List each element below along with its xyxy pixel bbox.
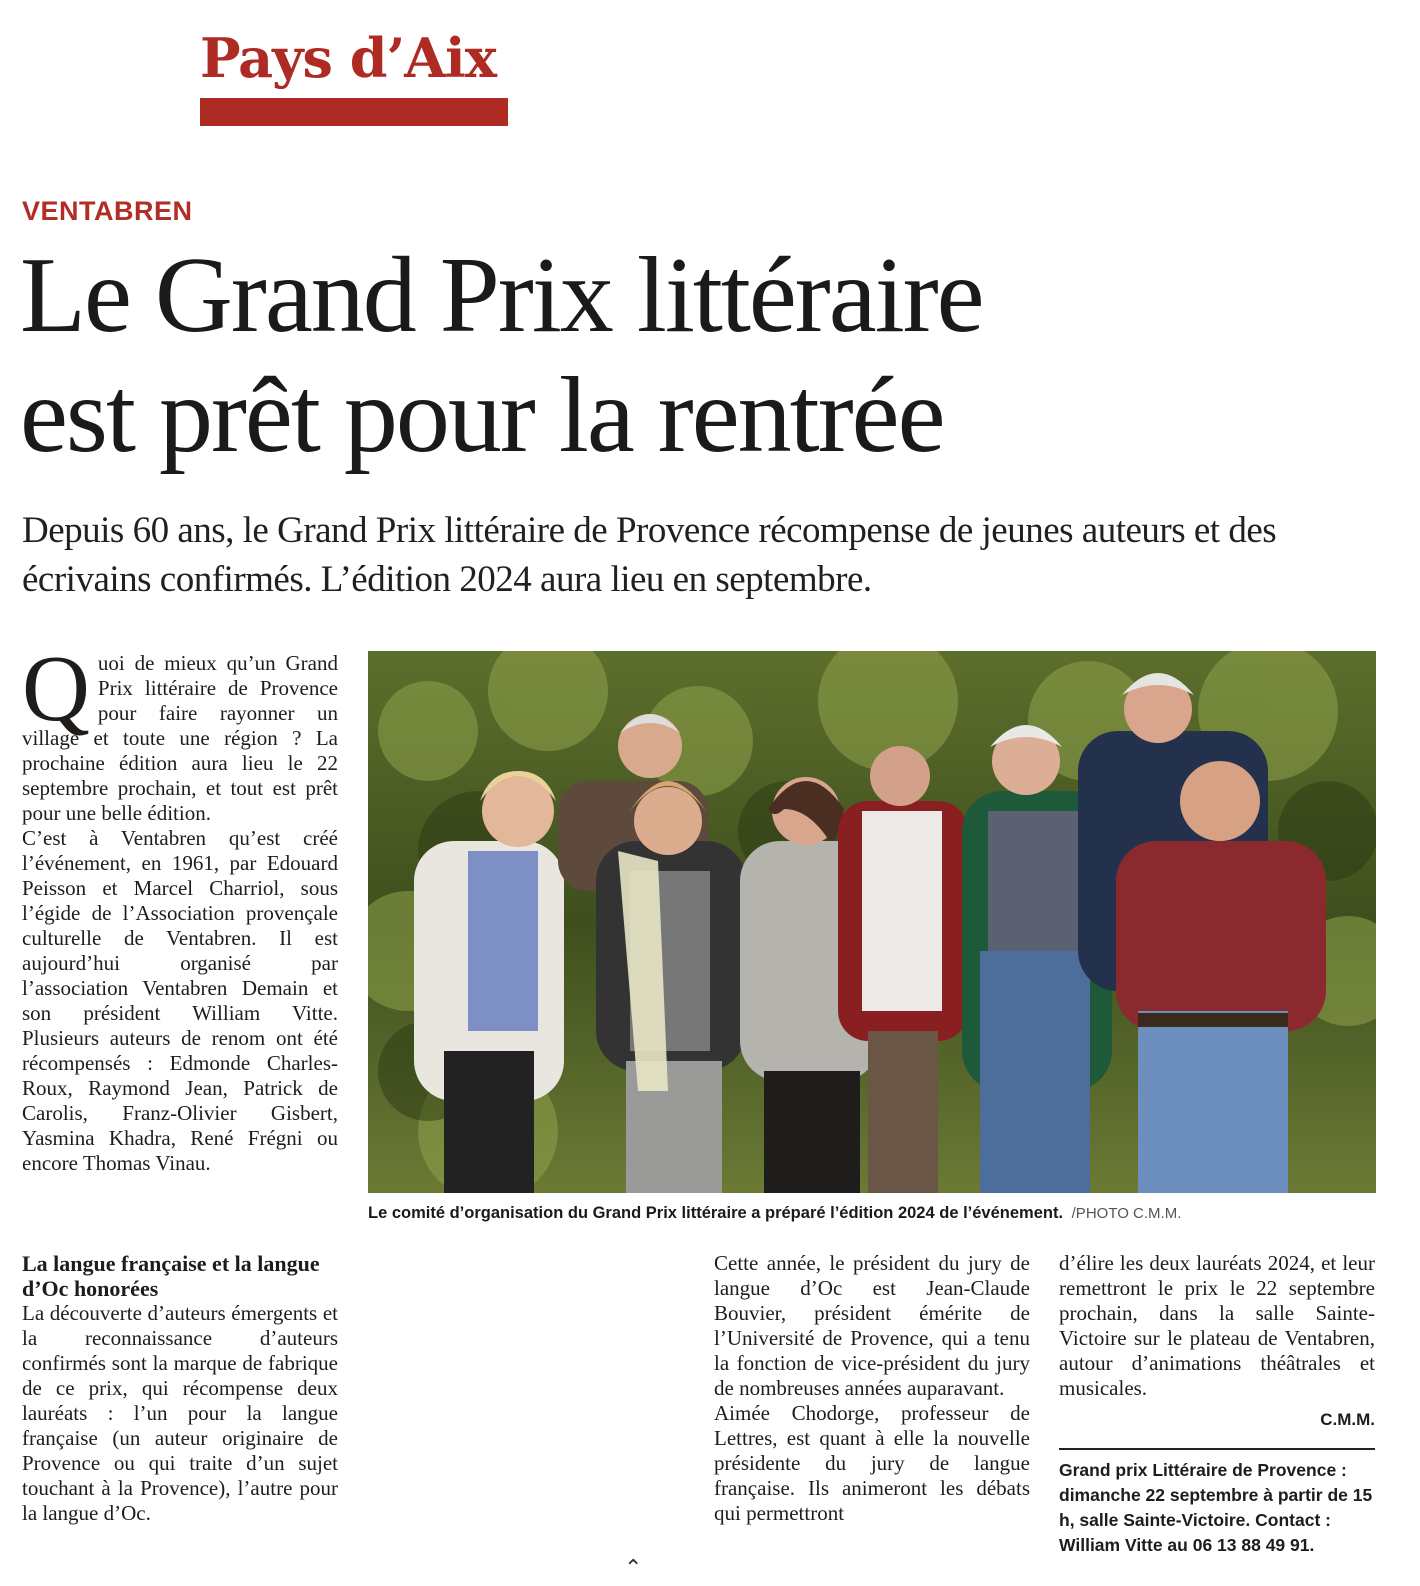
subheading: La langue française et la langue d’Oc honorées <box>22 1251 320 1301</box>
section-bar <box>200 98 508 126</box>
paragraph-4: Cette année, le président du jury de langue d’Oc est Jean-Claude Bouvier, président émérite de l’Université de Provence, qui a tenu la fonction de vice-président du jury de nombreuses années auparavant. <box>714 1251 1030 1400</box>
section-header <box>200 26 508 126</box>
article-standfirst: Depuis 60 ans, le Grand Prix littéraire de Provence récompense de jeunes auteurs et des écrivains confirmés. L’édition 2024 aura lieu en septembre. <box>22 510 1277 600</box>
author-signature: C.M.M. <box>1320 1410 1375 1429</box>
paragraph-5: Aimée Chodorge, professeur de Lettres, est quant à elle la nouvelle présidente du jury de langue française. Ils animeront les débats qui permettront <box>714 1401 1030 1525</box>
article-headline <box>20 236 1400 476</box>
article-photo <box>368 651 1376 1193</box>
paragraph-6: d’élire les deux lauréats 2024, et leur remettront le prix le 22 septembre prochain, dans la salle Sainte-Victoire sur le plateau de Ventabren, autour d’animations théâtrales et musicales. <box>1059 1251 1375 1400</box>
info-box: Grand prix Littéraire de Provence : dimanche 22 septembre à partir de 15 h, salle Sainte-Victoire. Contact : William Vitte au 06 13 88 49 91. <box>1059 1448 1375 1558</box>
section-title: Pays d’Aix <box>200 26 496 90</box>
photo-credit: /PHOTO C.M.M. <box>1071 1205 1182 1222</box>
article-kicker: VENTABREN <box>22 196 193 226</box>
paragraph-1: uoi de mieux qu’un Grand Prix littéraire de Provence pour faire rayonner un village et toute une région ? La prochaine édition aura lieu le 22 septembre prochain, et tout est prêt pour une belle édition. <box>22 651 338 825</box>
drop-cap: Q <box>22 637 90 741</box>
column-1 <box>22 637 338 1176</box>
paragraph-3: La découverte d’auteurs émergents et la reconnaissance d’auteurs confirmés sont la marque de fabrique de ce prix, qui récompense deux lauréats : l’un pour la langue française (un auteur originaire de Provence ou qui traite d’un sujet touchant à la Provence), l’autre pour la langue d’Oc. <box>22 1301 338 1525</box>
photo-caption <box>368 1204 1378 1223</box>
caption-text: Le comité d’organisation du Grand Prix littéraire a préparé l’édition 2024 de l’événement. <box>368 1204 1064 1222</box>
headline-line-2: est prêt pour la rentrée <box>20 356 944 475</box>
chevron-up-icon[interactable]: ⌃ <box>624 1556 643 1581</box>
paragraph-2: C’est à Ventabren qu’est créé l’événement, en 1961, par Edouard Peisson et Marcel Charriol, sous l’égide de l’Association provençale culturelle de Ventabren. Il est aujourd’hui organisé par l’association Ventabren Demain et son président William Vitte. Plusieurs auteurs de renom ont été récompensés : Edmonde Charles-Roux, Raymond Jean, Patrick de Carolis, Franz-Olivier Gisbert, Yasmina Khadra, René Frégni ou encore Thomas Vinau. <box>22 826 338 1175</box>
group-photo-illustration <box>368 651 1376 1193</box>
column-3 <box>714 1251 1030 1526</box>
column-4 <box>1059 1251 1375 1558</box>
headline-line-1: Le Grand Prix littéraire <box>20 236 983 355</box>
column-1-lower <box>22 1251 338 1526</box>
